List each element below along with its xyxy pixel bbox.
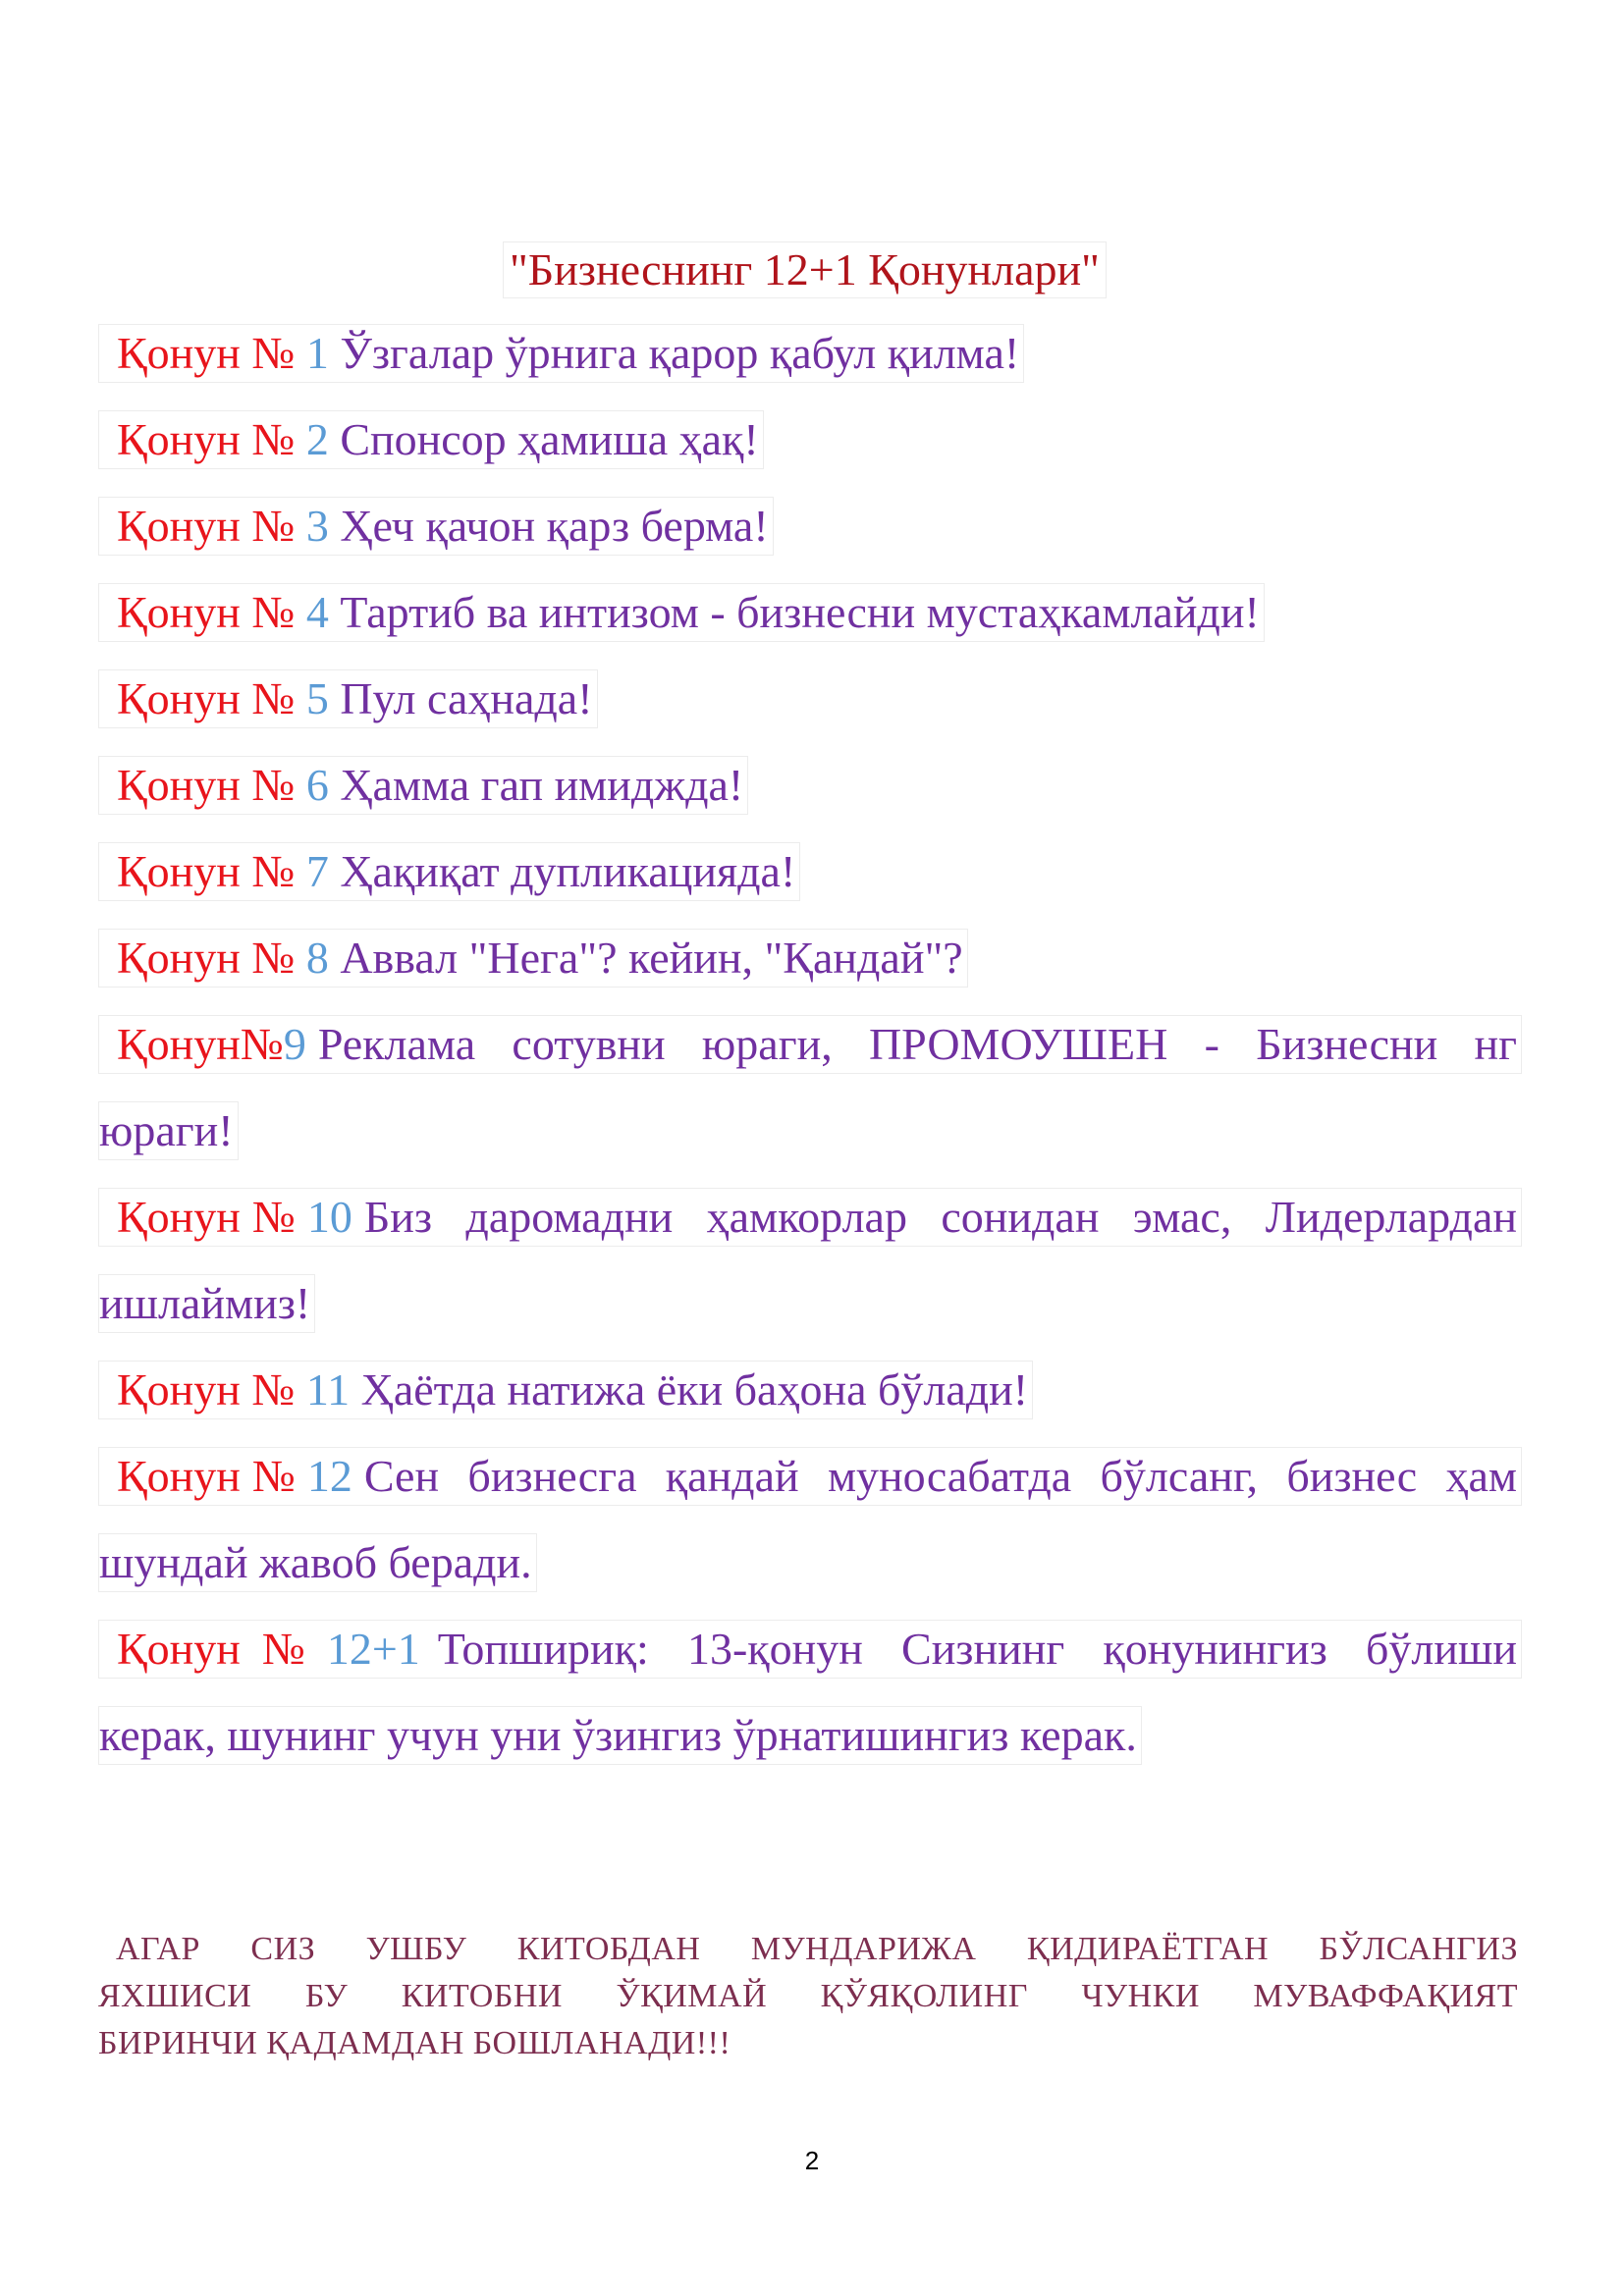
law-sign: № (261, 1624, 305, 1674)
law-line-5 (98, 669, 598, 728)
law-text: Ҳақиқат дупликацияда! (340, 846, 796, 896)
law-number: 12+1 (326, 1624, 420, 1674)
law-line-8 (98, 929, 968, 988)
law-word: Қонун (117, 501, 241, 551)
law-sign: № (251, 1192, 296, 1242)
law-number: 8 (305, 933, 329, 983)
law-word: Қонун (117, 760, 241, 810)
law-sign: № (251, 587, 296, 637)
law-word: Қонун (117, 1451, 241, 1501)
footer-line-2 (98, 1975, 1518, 2018)
law-word: Қонун (117, 1019, 241, 1069)
law-line-10-continued (98, 1274, 315, 1333)
law-sign: № (251, 501, 296, 551)
law-line-9 (98, 1015, 1522, 1074)
law-text: юраги! (99, 1105, 234, 1155)
law-line-12-continued (98, 1533, 537, 1592)
law-sign: № (240, 1019, 284, 1069)
law-line-13-continued (98, 1706, 1142, 1765)
law-sign: № (251, 846, 296, 896)
law-text: Ҳаётда натижа ёки баҳона бўлади! (360, 1364, 1029, 1415)
law-line-7 (98, 842, 800, 901)
law-number: 3 (305, 501, 329, 551)
law-word: Қонун (117, 846, 241, 896)
footer-text: ЯХШИСИ БУ КИТОБНИ ЎҚИМАЙ ҚЎЯҚОЛИНГ ЧУНКИ МУВАФФАҚИЯТ (98, 1978, 1518, 2014)
law-text: Ўзгалар ўрнига қарор қабул қилма! (340, 328, 1020, 378)
law-text: Реклама сотувни юраги, ПРОМОУШЕН - Бизнесни нг (317, 1019, 1517, 1069)
law-word: Қонун (117, 933, 241, 983)
law-number: 9 (283, 1019, 306, 1069)
footer-text: БИРИНЧИ ҚАДАМДАН БОШЛАНАДИ!!! (98, 2025, 731, 2061)
law-word: Қонун (117, 1364, 241, 1415)
law-number: 1 (305, 328, 329, 378)
law-text: Пул саҳнада! (340, 673, 593, 723)
law-text: Аввал "Нега"? кейин, "Қандай"? (340, 933, 963, 983)
law-line-4 (98, 583, 1265, 642)
law-text: Ҳеч қачон қарз берма! (340, 501, 769, 551)
law-line-13 (98, 1620, 1522, 1679)
law-line-6 (98, 756, 748, 815)
law-number: 4 (305, 587, 329, 637)
law-word: Қонун (117, 1192, 241, 1242)
law-line-2 (98, 410, 764, 469)
law-word: Қонун (117, 328, 241, 378)
law-line-3 (98, 497, 774, 556)
footer-line-1 (98, 1928, 1518, 1971)
law-sign: № (251, 760, 296, 810)
law-text: Ҳамма гап имиджда! (340, 760, 744, 810)
law-word: Қонун (117, 587, 241, 637)
law-number: 11 (305, 1364, 351, 1415)
law-number: 5 (305, 673, 329, 723)
law-text: Спонсор ҳамиша ҳақ! (340, 414, 759, 464)
law-number: 12 (306, 1451, 352, 1501)
page-number: 2 (804, 2146, 820, 2175)
footer-line-3 (98, 2022, 1518, 2065)
footer-text: АГАР СИЗ УШБУ КИТОБДАН МУНДАРИЖА ҚИДИРАЁТГАН БЎЛСАНГИЗ (116, 1931, 1518, 1967)
law-sign: № (251, 933, 296, 983)
law-line-10 (98, 1188, 1522, 1247)
law-line-1 (98, 324, 1024, 383)
law-word: Қонун (117, 673, 241, 723)
law-line-11 (98, 1361, 1033, 1419)
law-text: Тартиб ва интизом - бизнесни мустаҳкамлайди! (340, 587, 1260, 637)
law-text: керак, шунинг учун уни ўзингиз ўрнатишингиз керак. (99, 1710, 1137, 1760)
law-line-12 (98, 1447, 1522, 1506)
law-word: Қонун (117, 1624, 241, 1674)
law-sign: № (251, 673, 296, 723)
document-title: "Бизнеснинг 12+1 Қонунлари" (503, 241, 1107, 298)
law-line-9-continued (98, 1101, 239, 1160)
law-sign: № (251, 414, 296, 464)
law-sign: № (251, 328, 296, 378)
law-number: 2 (305, 414, 329, 464)
law-number: 10 (306, 1192, 352, 1242)
law-text: ишлаймиз! (99, 1278, 311, 1328)
law-word: Қонун (117, 414, 241, 464)
law-text: Сен бизнесга қандай муносабатда бўлсанг, бизнес ҳам (363, 1451, 1517, 1501)
law-number: 6 (305, 760, 329, 810)
law-text: шундай жавоб беради. (99, 1537, 532, 1587)
law-text: Топшириқ: 13-қонун Сизнинг қонунингиз бўлиши (437, 1624, 1517, 1674)
law-text: Биз даромадни ҳамкорлар сонидан эмас, Лидерлардан (363, 1192, 1517, 1242)
law-number: 7 (305, 846, 329, 896)
law-sign: № (251, 1451, 296, 1501)
law-sign: № (251, 1364, 296, 1415)
